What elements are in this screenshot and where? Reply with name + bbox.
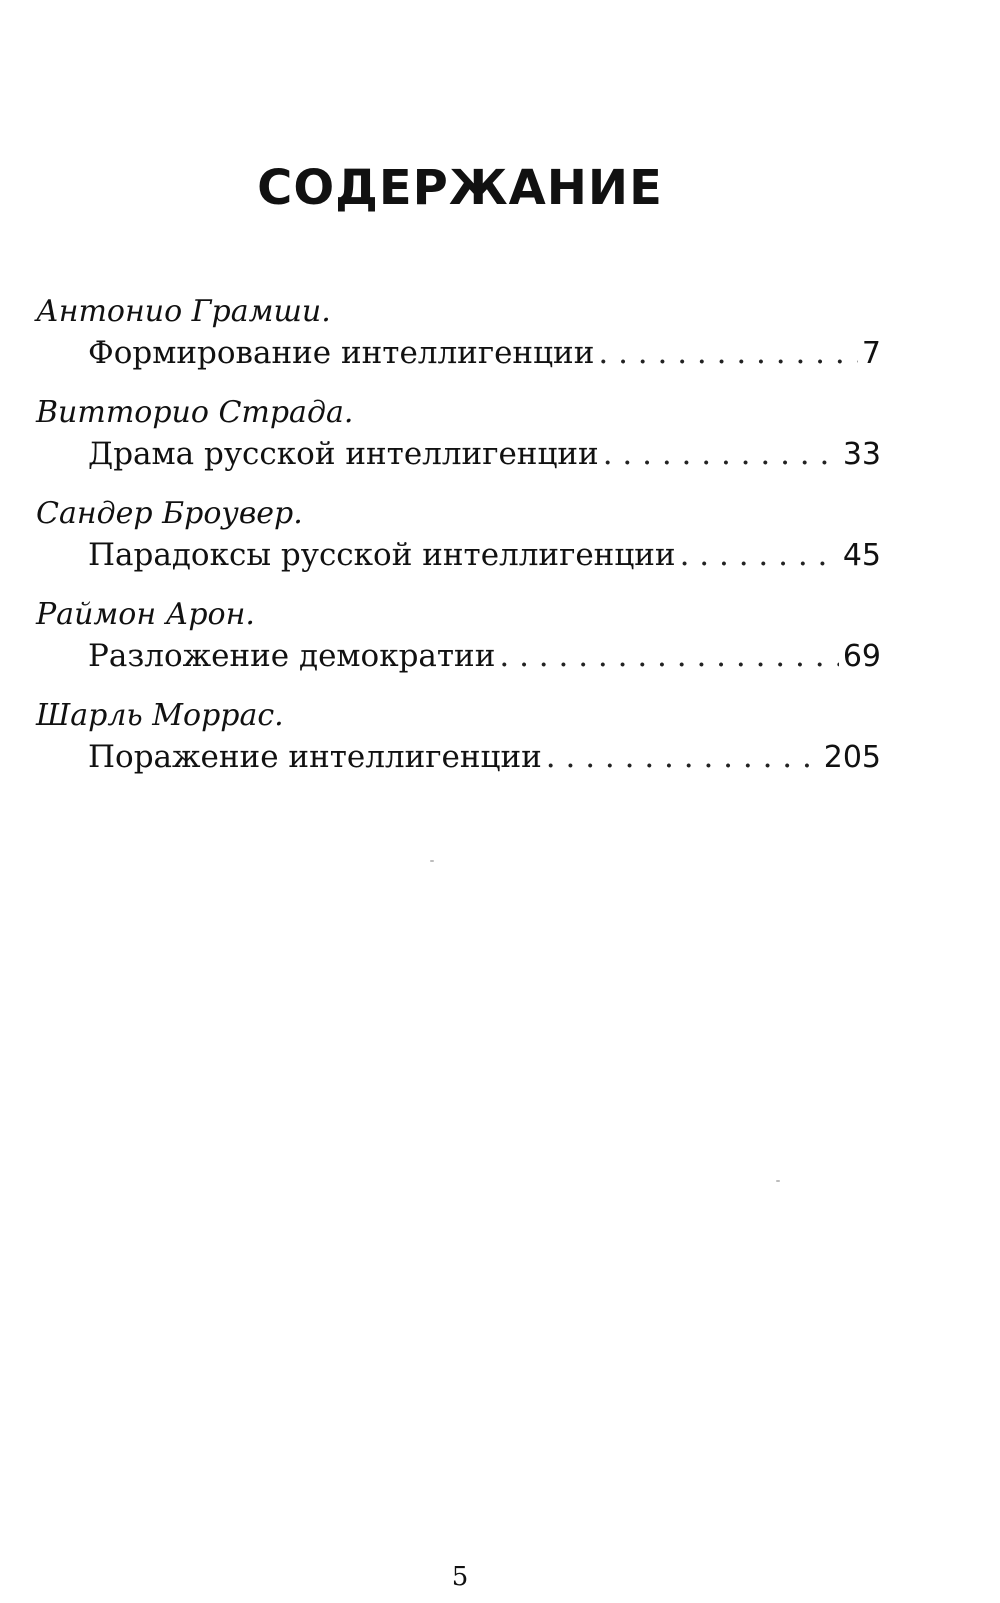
toc-page-number: 69 (842, 639, 881, 674)
toc-entry (36, 494, 881, 576)
dot-leader (546, 736, 820, 778)
toc-work-title: Парадоксы русской интеллигенции (88, 537, 676, 573)
toc-page-number: 45 (842, 538, 881, 573)
dot-leader (598, 332, 858, 374)
toc-page-number: 205 (823, 740, 881, 775)
toc-line (88, 534, 881, 576)
toc-author: Шарль Моррас. (36, 698, 284, 733)
toc-entry (36, 292, 881, 374)
scan-speck (776, 1180, 780, 1182)
toc-author: Антонио Грамши. (36, 294, 331, 329)
dot-leader (680, 534, 839, 576)
page-title: СОДЕРЖАНИЕ (257, 160, 663, 216)
dot-leader (499, 635, 838, 677)
table-of-contents (36, 292, 881, 797)
toc-author: Сандер Броувер. (36, 496, 303, 531)
toc-line (88, 736, 881, 778)
toc-work-title: Драма русской интеллигенции (88, 436, 599, 472)
toc-line (88, 332, 881, 374)
toc-author: Раймон Арон. (36, 597, 255, 632)
page-number: 5 (451, 1562, 469, 1592)
toc-work-title: Поражение интеллигенции (88, 739, 542, 775)
toc-line (88, 433, 881, 475)
scan-speck (430, 860, 434, 862)
toc-page-number: 33 (842, 437, 881, 472)
toc-entry (36, 595, 881, 677)
dot-leader (603, 433, 839, 475)
toc-entry (36, 696, 881, 778)
toc-work-title: Разложение демократии (88, 638, 496, 674)
toc-work-title: Формирование интеллигенции (88, 335, 595, 371)
toc-page-number: 7 (861, 336, 881, 371)
toc-entry (36, 393, 881, 475)
toc-line (88, 635, 881, 677)
toc-author: Витторио Страда. (36, 395, 354, 430)
